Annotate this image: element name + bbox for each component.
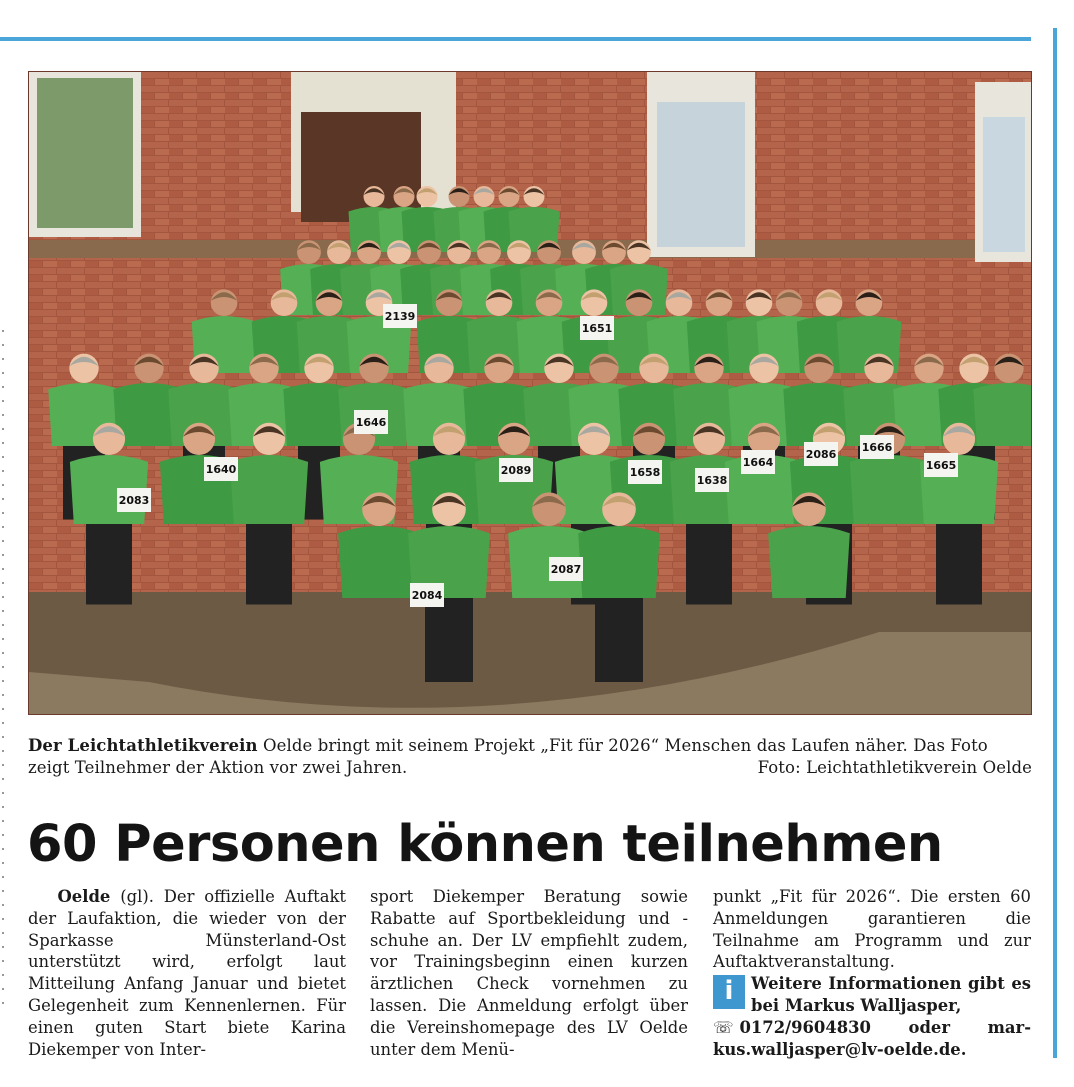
phone-or: oder (908, 1017, 950, 1037)
email-part-2[interactable]: kus.walljasper@lv-oelde.de. (713, 1039, 967, 1059)
bib-number: 1651 (581, 322, 613, 335)
bib-number: 2084 (411, 589, 443, 602)
phone-icon: ☏ (713, 1017, 734, 1037)
info-text: Weitere Informationen gibt es bei Markus Walljasper, (751, 974, 1031, 1015)
caption-text: Oelde bringt mit seinem Projekt „Fit für 2026“ Menschen das Laufen näher. Das Foto zeigt Teilnehmer der Aktion vor zwei Jahren. (28, 736, 988, 777)
runner-shirt (338, 526, 420, 598)
top-rule (0, 37, 1031, 41)
runner-legs (86, 524, 132, 605)
dateline: Oelde (57, 887, 111, 906)
photo-credit: Foto: Leichtathletikverein Oelde (757, 758, 1032, 777)
bib-number: 2089 (500, 464, 532, 477)
photo-caption (28, 735, 1032, 779)
runner-legs (686, 524, 732, 605)
email-part-1[interactable]: mar- (987, 1017, 1031, 1037)
bib-number: 1666 (861, 441, 893, 454)
bib-number: 2086 (805, 448, 837, 461)
bib-number: 1638 (696, 474, 728, 487)
runner-legs (936, 524, 982, 605)
runner-shirt (768, 526, 850, 598)
runner-shirt (973, 383, 1031, 446)
bib-number: 2139 (384, 310, 416, 323)
runner-shirt (578, 526, 660, 598)
dotted-margin (2, 330, 4, 1010)
bib-number: 1664 (742, 456, 774, 469)
column-1-text: (gl). Der offizielle Auftakt der Laufaktion, die wieder von der Sparkasse Münsterland-Ost unterstützt wird, erfolgt laut Mitteilung Anfang Januar und bietet Gelegenheit zum Kennenlernen. Für einen guten Start biete Karina Diekemper von Inter- (28, 887, 346, 1059)
bib-number: 2087 (550, 563, 582, 576)
bib-number: 2083 (118, 494, 150, 507)
runner-legs (425, 598, 473, 682)
phone-number: 0172/9604830 (739, 1017, 871, 1037)
column-2-text: sport Diekemper Beratung sowie Rabatte auf Sportbekleidung und -schuhe an. Der LV empfiehlt zudem, vor Trainingsbeginn einen kurzen ärztlichen Check vornehmen zu lassen. Die Anmeldung erfolgt über die Vereinshomepage des LV Oelde unter dem Menü- (370, 887, 688, 1059)
article-column-3 (713, 886, 1031, 1060)
group-photo (28, 71, 1032, 715)
runner-shirt (850, 455, 928, 524)
headline: 60 Personen können teilnehmen (27, 815, 943, 874)
bib-number: 1658 (629, 466, 661, 479)
article-column-1 (28, 886, 346, 1060)
article-column-2 (370, 886, 688, 1060)
right-rule (1053, 28, 1057, 1058)
runner-legs (246, 524, 292, 605)
runner-legs (595, 598, 643, 682)
bib-number: 1646 (355, 416, 387, 429)
column-3-text: punkt „Fit für 2026“. Die ersten 60 Anmeldungen garantieren die Teilnahme am Programm und zur Auftaktveranstaltung. (713, 887, 1031, 972)
info-box (713, 973, 1031, 1060)
caption-lead: Der Leichtathletikverein (28, 736, 258, 755)
bib-number: 1640 (205, 463, 237, 476)
runner-shirt (230, 455, 308, 524)
bib-number: 1665 (925, 459, 957, 472)
info-icon: i (713, 975, 745, 1009)
